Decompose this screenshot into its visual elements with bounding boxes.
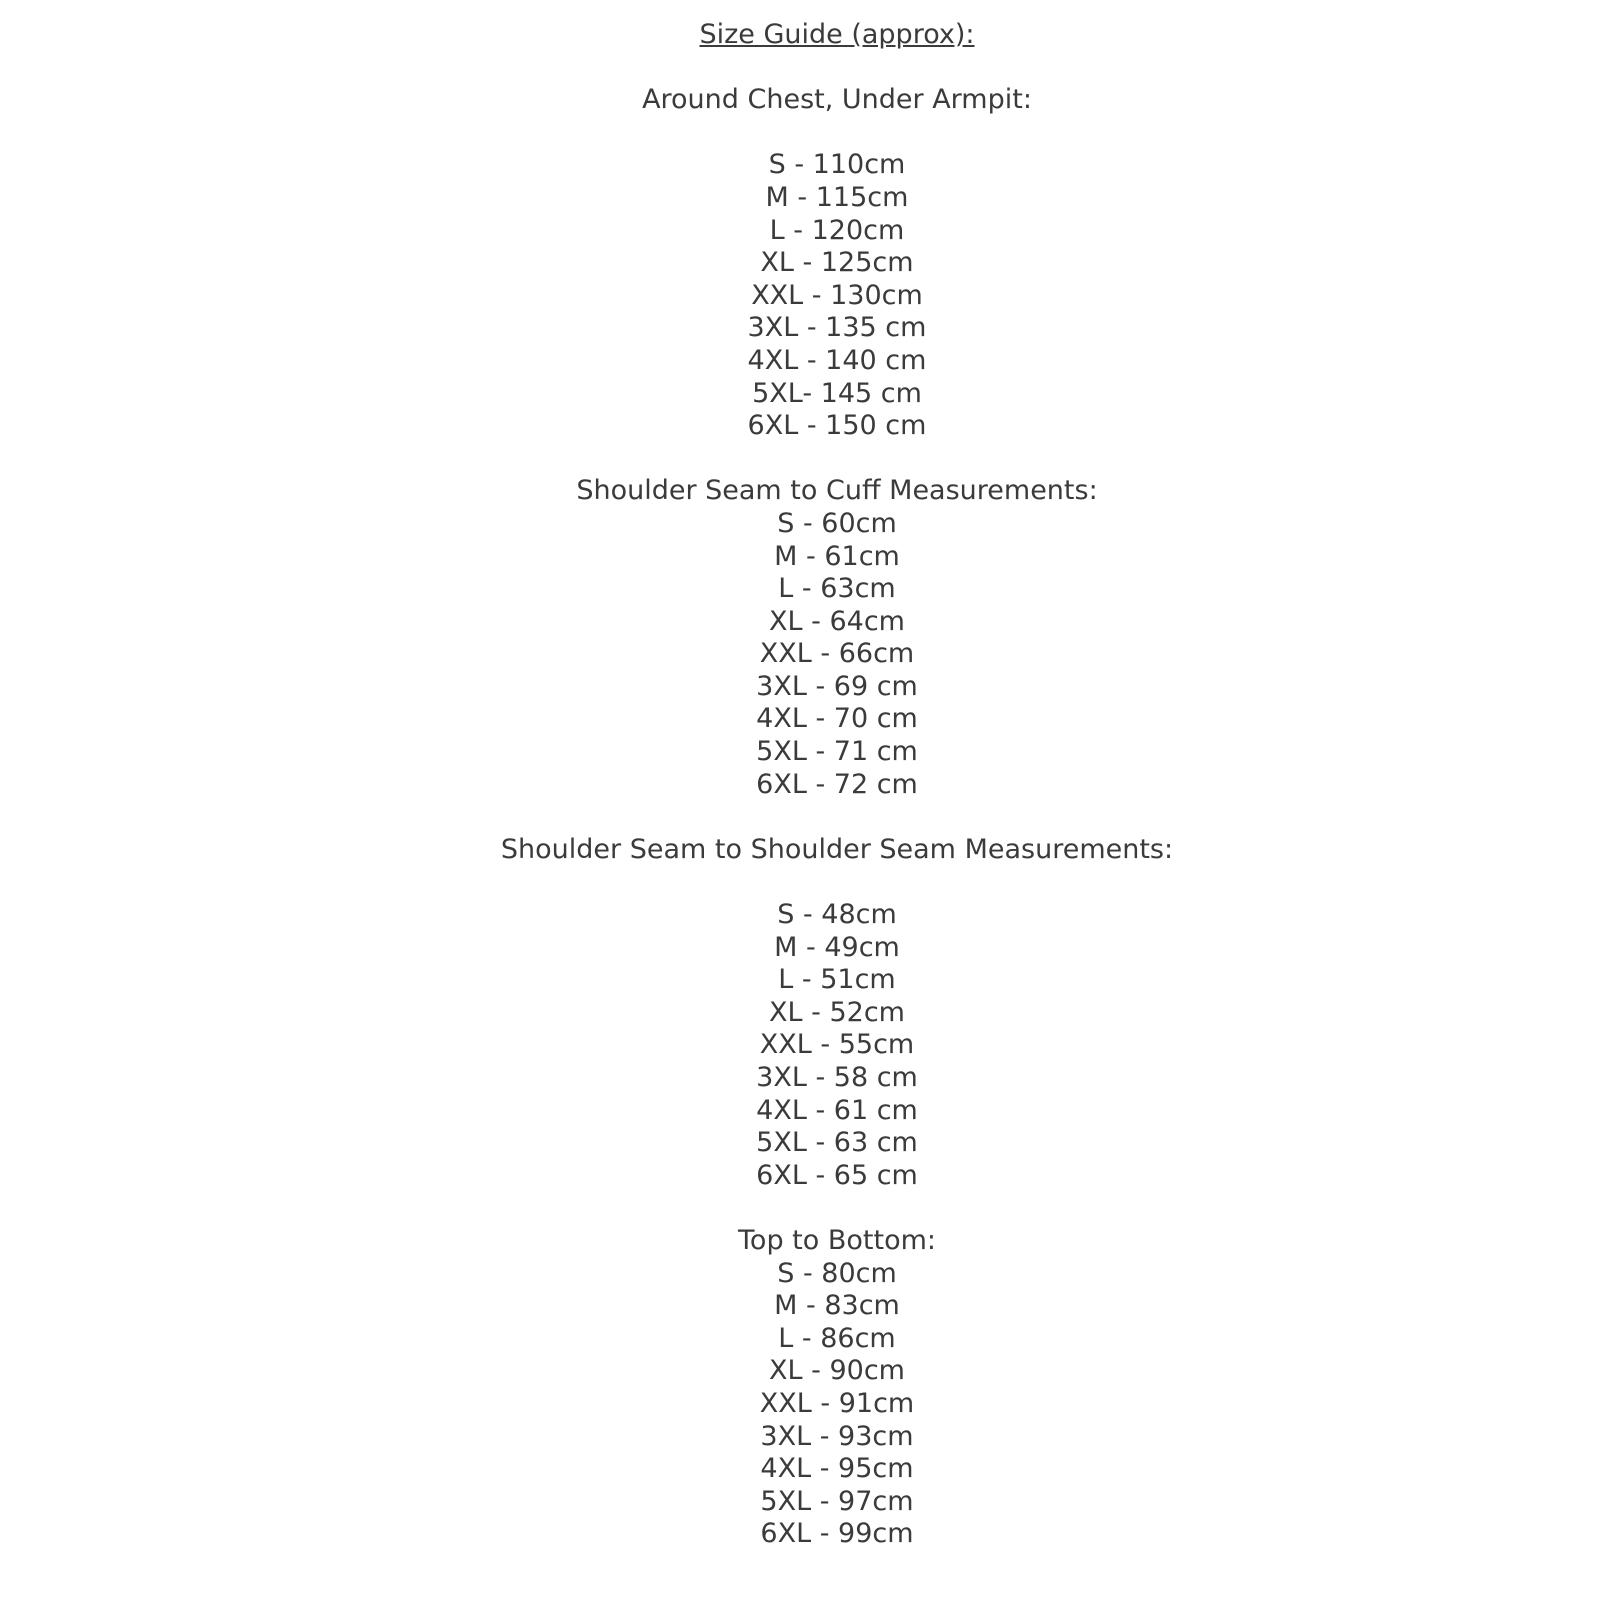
size-sections (74, 84, 1600, 1551)
size-row: 4XL - 140 cm (747, 344, 927, 376)
size-row: 6XL - 150 cm (747, 410, 927, 442)
section-heading: Shoulder Seam to Shoulder Seam Measurements: (500, 833, 1174, 865)
size-row: 5XL - 97cm (760, 1485, 914, 1517)
size-row: 5XL - 63 cm (756, 1127, 918, 1159)
section-rows (74, 508, 1600, 801)
size-row: 4XL - 70 cm (756, 703, 918, 735)
section-rows (74, 149, 1600, 442)
size-row: S - 110cm (768, 149, 906, 181)
size-row: M - 83cm (774, 1290, 900, 1322)
size-row: 5XL - 71 cm (756, 736, 918, 768)
size-row: 3XL - 135 cm (747, 312, 927, 344)
size-row: S - 60cm (777, 507, 897, 539)
size-row: 3XL - 93cm (760, 1420, 914, 1452)
size-guide-section (74, 1225, 1600, 1551)
size-row: 6XL - 99cm (760, 1518, 914, 1550)
size-guide-section (74, 475, 1600, 801)
size-row: M - 115cm (765, 181, 909, 213)
section-heading: Top to Bottom: (738, 1224, 936, 1256)
size-row: 3XL - 58 cm (756, 1062, 918, 1093)
size-row: 4XL - 95cm (760, 1453, 914, 1485)
section-heading: Shoulder Seam to Cuff Measurements: (576, 475, 1098, 507)
page-title: Size Guide (approx): (699, 19, 975, 50)
size-row: S - 48cm (777, 899, 897, 931)
size-row: 5XL- 145 cm (752, 377, 922, 409)
size-row: XXL - 130cm (751, 279, 923, 311)
size-row: XL - 125cm (760, 247, 914, 279)
size-row: 3XL - 69 cm (756, 670, 918, 702)
size-row: XXL - 66cm (759, 638, 915, 670)
size-row: L - 63cm (778, 573, 896, 605)
size-row: M - 61cm (774, 540, 900, 572)
size-row: 6XL - 65 cm (756, 1159, 918, 1191)
size-row: M - 49cm (774, 931, 900, 963)
size-row: XXL - 55cm (759, 1029, 915, 1061)
size-row: S - 80cm (777, 1257, 897, 1289)
size-row: L - 120cm (769, 214, 905, 246)
size-row: L - 86cm (778, 1322, 896, 1354)
size-row: XL - 90cm (769, 1355, 905, 1387)
section-heading: Around Chest, Under Armpit: (642, 84, 1032, 116)
section-rows (74, 899, 1600, 1192)
size-guide-section (74, 84, 1600, 443)
size-row: XL - 64cm (769, 605, 905, 637)
size-guide-section (74, 834, 1600, 1193)
section-rows (74, 1258, 1600, 1551)
size-row: 6XL - 72 cm (756, 768, 918, 800)
size-row: L - 51cm (778, 964, 896, 996)
size-row: XXL - 91cm (759, 1387, 915, 1419)
size-row: XL - 52cm (769, 996, 905, 1028)
size-row: 4XL - 61 cm (756, 1094, 918, 1126)
